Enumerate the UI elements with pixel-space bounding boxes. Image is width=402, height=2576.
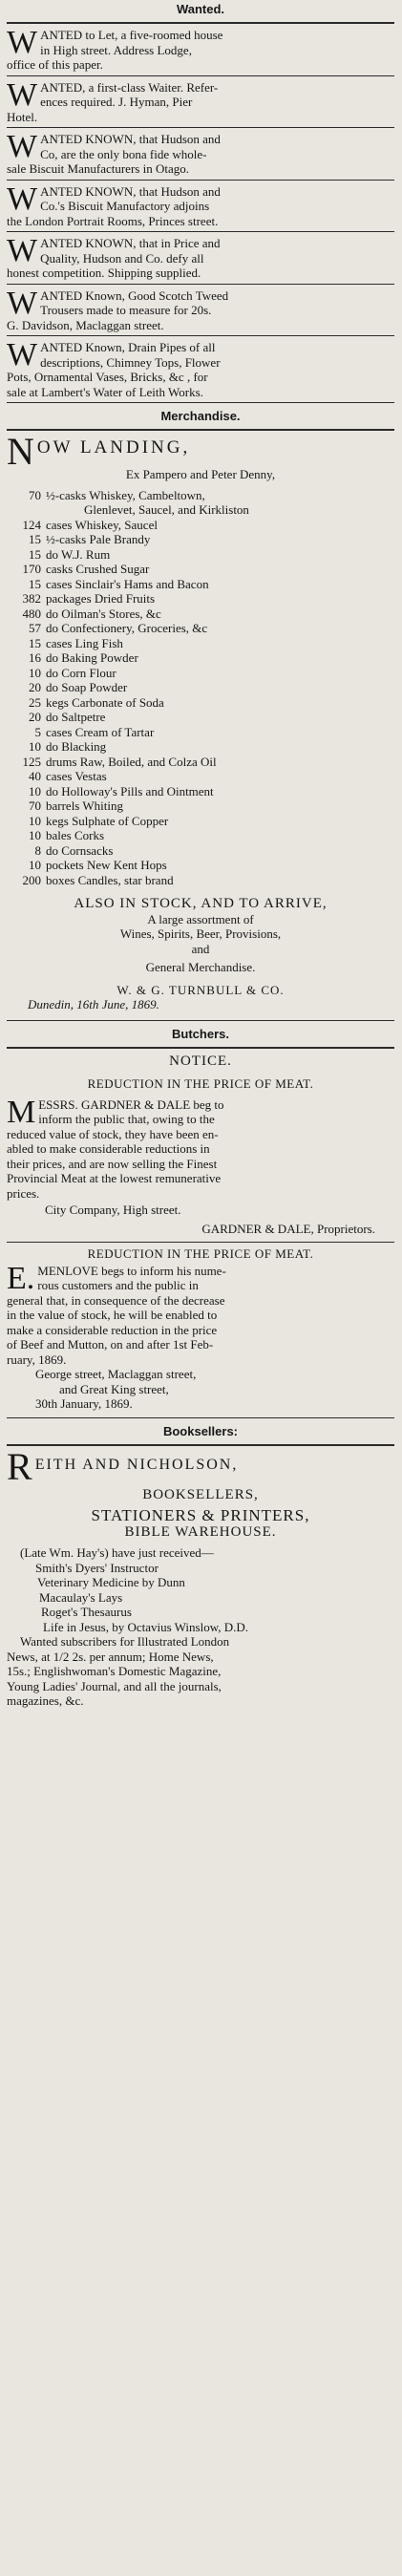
ad-line: magazines, &c. <box>7 1693 84 1708</box>
ad-body <box>7 1260 394 1368</box>
item-quantity: 10 <box>29 783 41 798</box>
ad-line: Provincial Meat at the lowest remunerative <box>7 1171 222 1185</box>
list-item <box>7 769 394 784</box>
divider <box>7 1444 394 1446</box>
list-item <box>7 502 394 518</box>
ad-line: inform the public that, owing to the <box>38 1112 215 1126</box>
list-item <box>7 873 394 888</box>
ad-line: in High street. Address Lodge, <box>40 42 192 57</box>
item-description: do Saltpetre <box>46 710 106 724</box>
ad-line: ANTED KNOWN, that Hudson and <box>40 183 221 199</box>
ad-address: George street, Maclaggan street, <box>35 1367 197 1381</box>
item-quantity: 382 <box>22 591 41 606</box>
ad-body <box>7 1634 394 1709</box>
book-list <box>7 1561 394 1635</box>
drop-cap: R <box>7 1444 32 1488</box>
wanted-ad <box>7 285 394 333</box>
ad-line: ESSRS. GARDNER & DALE beg to <box>38 1096 224 1112</box>
merchandise-list <box>7 488 394 888</box>
ad-line: Co.'s Biscuit Manufactory adjoins <box>40 199 210 213</box>
drop-cap: W <box>7 337 38 373</box>
item-quantity: 125 <box>22 754 41 769</box>
ad-heading: REDUCTION IN THE PRICE OF MEAT. <box>87 1076 314 1091</box>
list-item <box>7 843 394 859</box>
item-quantity: 124 <box>22 517 41 532</box>
item-description: casks Crushed Sugar <box>46 562 150 576</box>
item-quantity: 10 <box>29 858 41 872</box>
ad-subheading: Ex Pampero and Peter Denny, <box>125 467 276 481</box>
item-description: do Cornsacks <box>46 842 114 858</box>
stock-line: A large assortment of <box>147 911 254 926</box>
drop-cap: M <box>7 1094 36 1130</box>
item-quantity: 15 <box>29 576 41 591</box>
list-item <box>7 725 394 740</box>
ad-line: (Late Wm. Hay's) have just received— <box>20 1545 214 1560</box>
wanted-ad <box>7 233 394 281</box>
ad-line: ANTED, a first-class Waiter. Refer- <box>40 79 219 95</box>
section-heading-booksellers: Booksellers: <box>162 1423 239 1438</box>
divider <box>7 429 394 431</box>
ad-heading: EITH AND NICHOLSON, <box>34 1456 239 1473</box>
drop-cap: W <box>7 233 38 268</box>
divider <box>7 75 394 76</box>
list-item <box>7 739 394 755</box>
ad-line: make a considerable reduction in the price <box>7 1322 218 1337</box>
item-quantity: 15 <box>29 546 41 562</box>
ad-line: ANTED to Let, a five-roomed house <box>40 28 223 42</box>
ad-line: ANTED KNOWN, that Hudson and <box>40 132 221 146</box>
ad-line: Pots, Ornamental Vases, Bricks, &c , for <box>7 370 208 384</box>
item-quantity: 200 <box>22 872 41 887</box>
wanted-ad <box>7 181 394 229</box>
ad-line: Co, are the only bona fide whole- <box>40 146 207 161</box>
ad-line: general that, in consequence of the decrease <box>7 1292 225 1308</box>
divider <box>7 335 394 336</box>
ad-subheading: STATIONERS & PRINTERS, <box>91 1506 310 1524</box>
ad-date: 30th January, 1869. <box>35 1396 133 1411</box>
item-description: ½-casks Whiskey, Cambeltown, <box>46 487 205 502</box>
item-description: do Blacking <box>46 739 107 754</box>
item-quantity: 170 <box>22 562 41 576</box>
ad-line: Wanted subscribers for Illustrated London <box>20 1634 230 1649</box>
ad-line: of Beef and Mutton, on and after 1st Feb- <box>7 1337 214 1352</box>
merchandise-ad <box>7 430 394 1012</box>
divider <box>7 22 394 24</box>
list-item <box>7 695 394 711</box>
ad-line: 15s.; Englishwoman's Domestic Magazine, <box>7 1664 222 1678</box>
item-quantity: 10 <box>29 813 41 828</box>
bookseller-ad <box>7 1444 394 1709</box>
list-item <box>7 858 394 873</box>
divider <box>7 284 394 285</box>
list-item <box>7 488 394 503</box>
ad-line: Quality, Hudson and Co. defy all <box>40 250 204 266</box>
ad-line: honest competition. Shipping supplied. <box>7 266 201 280</box>
item-quantity: 10 <box>29 665 41 680</box>
item-quantity: 70 <box>29 487 41 502</box>
item-quantity: 20 <box>29 680 41 694</box>
divider <box>7 402 394 403</box>
item-quantity: 40 <box>29 769 41 783</box>
list-item: Smith's Dyers' Instructor <box>35 1560 159 1575</box>
list-item <box>7 562 394 577</box>
list-item <box>7 518 394 533</box>
ad-body <box>7 1094 394 1202</box>
ad-line: abled to make considerable reductions in <box>7 1141 210 1156</box>
ad-heading: REDUCTION IN THE PRICE OF MEAT. <box>87 1246 314 1261</box>
item-description: ½-casks Pale Brandy <box>46 532 151 546</box>
drop-cap: W <box>7 25 38 60</box>
item-quantity: 15 <box>29 635 41 650</box>
stock-line: Wines, Spirits, Beer, Provisions, <box>119 926 282 941</box>
item-description: cases Sinclair's Hams and Bacon <box>46 576 209 591</box>
list-item <box>7 784 394 799</box>
list-item: Veterinary Medicine by Dunn <box>37 1575 185 1589</box>
list-item <box>7 591 394 607</box>
ad-line: Trousers made to measure for 20s. <box>40 303 212 317</box>
item-quantity: 70 <box>29 798 41 813</box>
item-description: bales Corks <box>46 828 105 842</box>
section-heading-merchandise: Merchandise. <box>160 409 241 423</box>
ad-address: and Great King street, <box>59 1381 169 1396</box>
item-quantity: 15 <box>29 532 41 546</box>
list-item: Life in Jesus, by Octavius Winslow, D.D. <box>43 1619 249 1634</box>
ad-line: their prices, and are now selling the Finest <box>7 1156 218 1171</box>
item-description: cases Cream of Tartar <box>46 724 155 739</box>
list-item <box>7 532 394 547</box>
drop-cap: W <box>7 181 38 217</box>
item-description: do W.J. Rum <box>46 546 111 562</box>
ad-line: in the value of stock, he will be enabled to <box>7 1308 218 1322</box>
wanted-ad <box>7 25 394 73</box>
ad-line: reduced value of stock, they have been en- <box>7 1126 219 1141</box>
item-description: barrels Whiting <box>46 798 123 813</box>
item-quantity: 57 <box>29 621 41 635</box>
item-quantity: 20 <box>29 710 41 724</box>
ad-line: ANTED Known, Good Scotch Tweed <box>40 287 229 303</box>
ad-line: MENLOVE begs to inform his nume- <box>37 1263 226 1278</box>
ad-subheading: BIBLE WAREHOUSE. <box>124 1523 277 1540</box>
stock-line: General Merchandise. <box>145 960 256 974</box>
item-description: do Soap Powder <box>46 680 128 694</box>
list-item <box>7 547 394 563</box>
ad-heading: OW LANDING, <box>36 437 191 458</box>
item-description: Glenlevet, Saucel, and Kirkliston <box>84 502 249 517</box>
item-description: cases Whiskey, Saucel <box>46 517 158 532</box>
list-item <box>7 666 394 681</box>
list-item <box>7 798 394 814</box>
ad-line: Hotel. <box>7 109 38 124</box>
list-item <box>7 607 394 622</box>
list-item <box>7 814 394 829</box>
list-item <box>7 710 394 725</box>
ad-line: Young Ladies' Journal, and all the journals, <box>7 1678 222 1693</box>
item-quantity: 10 <box>29 828 41 842</box>
item-quantity: 480 <box>22 606 41 621</box>
drop-cap: W <box>7 285 38 321</box>
divider <box>7 1242 394 1243</box>
ad-line: ences required. J. Hyman, Pier <box>40 95 193 109</box>
ad-line: office of this paper. <box>7 57 103 72</box>
item-quantity: 5 <box>34 724 41 739</box>
notice-heading: NOTICE. <box>169 1053 232 1069</box>
ad-address: City Company, High street. <box>45 1203 181 1217</box>
drop-cap: N <box>7 430 34 473</box>
ad-line: News, at 1/2 2s. per annum; Home News, <box>7 1649 214 1664</box>
item-description: do Corn Flour <box>46 665 116 680</box>
list-item: Roget's Thesaurus <box>41 1605 132 1619</box>
item-description: boxes Candles, star brand <box>46 872 174 887</box>
item-description: cases Ling Fish <box>46 635 123 650</box>
ad-line: the London Portrait Rooms, Princes street. <box>7 213 219 228</box>
butcher-ad-menlove <box>7 1246 394 1412</box>
ad-line: ANTED KNOWN, that in Price and <box>40 236 221 250</box>
drop-cap: W <box>7 76 38 113</box>
list-item <box>7 828 394 843</box>
section-heading-butchers: Butchers. <box>172 1026 229 1041</box>
wanted-ad <box>7 129 394 177</box>
ad-line: prices. <box>7 1185 40 1201</box>
item-description: do Holloway's Pills and Ointment <box>46 783 214 798</box>
list-item <box>7 755 394 770</box>
item-description: packages Dried Fruits <box>46 591 156 606</box>
item-quantity <box>7 502 46 518</box>
item-description: cases Vestas <box>46 769 107 783</box>
ad-line: G. Davidson, Maclaggan street. <box>7 317 164 332</box>
stock-line: and <box>191 941 210 956</box>
item-description: do Baking Powder <box>46 650 138 665</box>
divider <box>7 1020 394 1021</box>
drop-cap: E. <box>7 1260 35 1296</box>
divider <box>7 1417 394 1418</box>
list-item: Macaulay's Lays <box>39 1589 123 1605</box>
stock-heading: ALSO IN STOCK, AND TO ARRIVE, <box>74 896 328 911</box>
list-item <box>7 621 394 636</box>
list-item <box>7 680 394 695</box>
ad-line: ANTED Known, Drain Pipes of all <box>40 340 216 354</box>
divider <box>7 127 394 128</box>
ad-subheading: BOOKSELLERS, <box>142 1486 259 1502</box>
divider <box>7 231 394 232</box>
ad-signature: GARDNER & DALE, Proprietors. <box>201 1221 375 1236</box>
ad-line: ruary, 1869. <box>7 1352 67 1367</box>
list-item <box>7 636 394 651</box>
wanted-ads <box>7 25 394 399</box>
list-item <box>7 577 394 592</box>
item-quantity: 16 <box>29 650 41 665</box>
firm-name: W. & G. TURNBULL & CO. <box>116 982 285 997</box>
divider <box>7 180 394 181</box>
wanted-ad <box>7 337 394 399</box>
item-description: kegs Carbonate of Soda <box>46 694 164 710</box>
section-heading-wanted: Wanted. <box>176 2 225 16</box>
butcher-ad-gardner <box>7 1054 394 1237</box>
item-quantity: 10 <box>29 739 41 754</box>
divider <box>7 1047 394 1049</box>
list-item <box>7 650 394 666</box>
item-quantity: 25 <box>29 694 41 710</box>
wanted-ad <box>7 76 394 125</box>
item-description: do Confectionery, Groceries, &c <box>46 621 208 635</box>
ad-line: sale Biscuit Manufacturers in Otago. <box>7 161 189 176</box>
drop-cap: W <box>7 129 38 164</box>
item-description: kegs Sulphate of Copper <box>46 813 169 828</box>
ad-line: rous customers and the public in <box>37 1278 199 1292</box>
ad-line: sale at Lambert's Water of Leith Works. <box>7 384 203 399</box>
item-description: drums Raw, Boiled, and Colza Oil <box>46 754 217 769</box>
item-quantity: 8 <box>34 842 41 858</box>
ad-date: Dunedin, 16th June, 1869. <box>28 997 159 1011</box>
item-description: pockets New Kent Hops <box>46 858 167 872</box>
item-description: do Oilman's Stores, &c <box>46 606 161 621</box>
ad-line: descriptions, Chimney Tops, Flower <box>40 354 221 370</box>
